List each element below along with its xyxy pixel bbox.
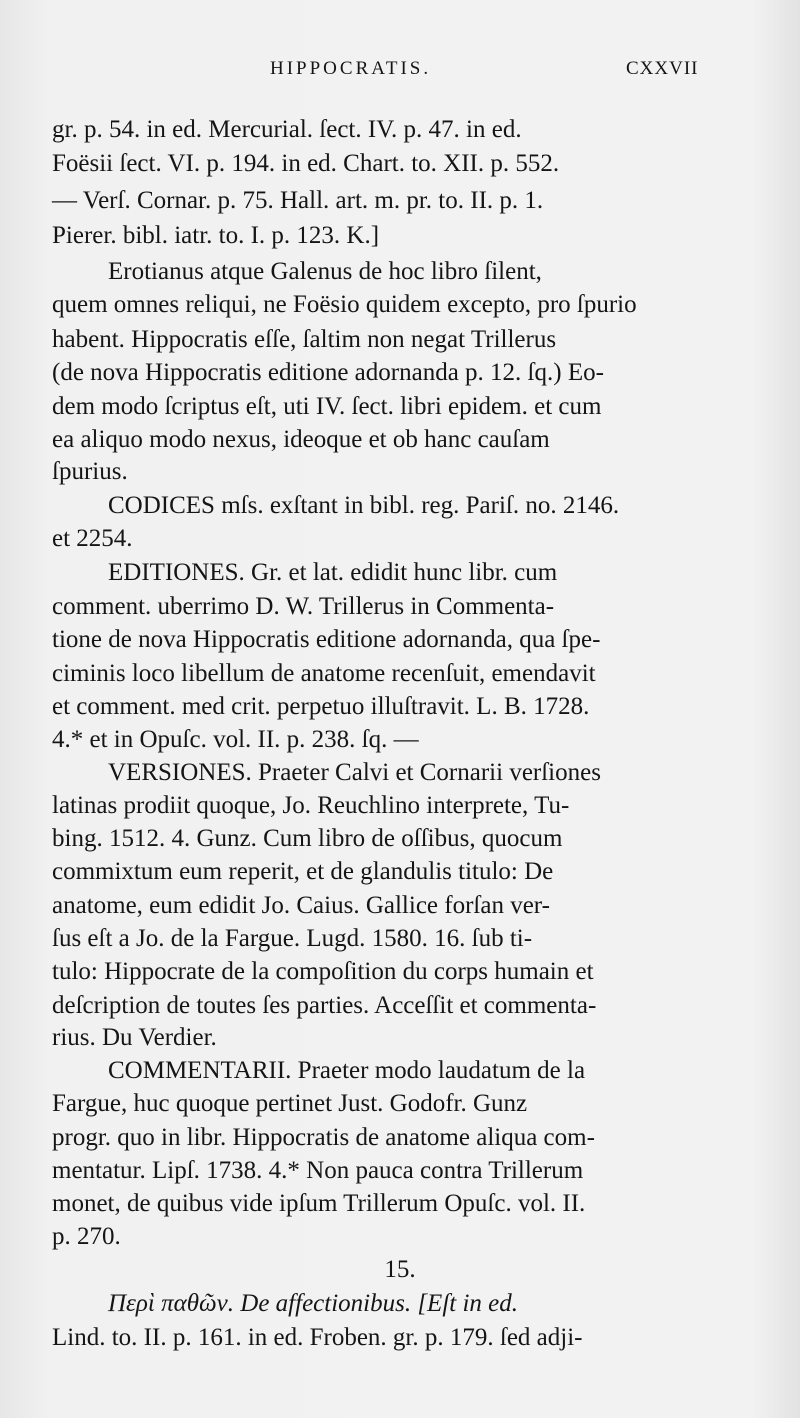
text-line: dem modo ſcriptus eſt, uti IV. ſect. libri epidem. et cum [52,393,602,420]
text-line: ea aliquo modo nexus, ideoque et ob hanc cauſam [52,426,550,453]
text-line: Lind. to. II. p. 161. in ed. Froben. gr. p. 179. ſed adji- [52,1324,583,1351]
section-number: 15. [384,1256,416,1283]
text-line: gr. p. 54. in ed. Mercurial. ſect. IV. p. 47. in ed. [52,116,522,143]
text-line: progr. quo in libr. Hippocratis de anatome aliqua com- [52,1124,595,1151]
text-line: Foësii ſect. VI. p. 194. in ed. Chart. to. XII. p. 552. [52,150,560,177]
paragraph-start: Περὶ παθῶν. De affectionibus. [Eſt in ed. [108,1290,519,1317]
paragraph-start: Erotianus atque Galenus de hoc libro ſilent, [108,258,542,285]
text-line: tione de nova Hippocratis editione adornanda, qua ſpe- [52,626,601,653]
section-versiones: VERSIONES. Praeter Calvi et Cornarii verſiones [108,759,601,786]
running-header [0,58,800,88]
section-codices: CODICES mſs. exſtant in bibl. reg. Pariſ. no. 2146. [108,492,620,519]
text-line: monet, de quibus vide ipſum Trillerum Opuſc. vol. II. [52,1190,586,1217]
text-line: ſpurius. [52,458,128,485]
section-editiones: EDITIONES. Gr. et lat. edidit hunc libr. cum [108,559,558,586]
text-line: ſus eſt a Jo. de la Fargue. Lugd. 1580. 16. ſub ti- [52,925,533,952]
text-line: deſcription de toutes ſes parties. Acceſſit et commenta- [52,992,597,1019]
section-commentarii: COMMENTARII. Praeter modo laudatum de la [108,1057,586,1084]
text-line: ciminis loco libellum de anatome recenſuit, emendavit [52,660,596,687]
text-line: latinas prodiit quoque, Jo. Reuchlino interprete, Tu- [52,792,570,819]
text-line: quem omnes reliqui, ne Foësio quidem excepto, pro ſpurio [52,291,637,318]
text-line: comment. uberrimo D. W. Trillerus in Commenta- [52,593,555,620]
text-line: tulo: Hippocrate de la compoſition du corps humain et [52,958,594,985]
text-line: 4.* et in Opuſc. vol. II. p. 238. ſq. — [52,726,419,753]
text-line: Fargue, huc quoque pertinet Just. Godofr. Gunz [52,1090,528,1117]
text-line: p. 270. [52,1223,121,1250]
text-line: bing. 1512. 4. Gunz. Cum libro de oſſibus, quocum [52,825,563,852]
text-line: habent. Hippocratis eſſe, ſaltim non negat Trillerus [52,326,557,353]
text-line: Pierer. bibl. iatr. to. I. p. 123. K.] [52,222,380,249]
text-line: (de nova Hippocratis editione adornanda p. 12. ſq.) Eo- [52,359,604,386]
text-line: mentatur. Lipſ. 1738. 4.* Non pauca contra Trillerum [52,1157,584,1184]
running-title: HIPPOCRATIS. [270,58,432,79]
text-line: — Verſ. Cornar. p. 75. Hall. art. m. pr. to. II. p. 1. [52,187,544,214]
text-line: et 2254. [52,525,133,552]
text-line: commixtum eum reperit, et de glandulis titulo: De [52,858,554,885]
page-number: CXXVII [626,58,699,79]
text-line: rius. Du Verdier. [52,1024,217,1051]
text-line: anatome, eum edidit Jo. Caius. Gallice forſan ver- [52,892,550,919]
text-line: et comment. med crit. perpetuo illuſtravit. L. B. 1728. [52,693,590,720]
